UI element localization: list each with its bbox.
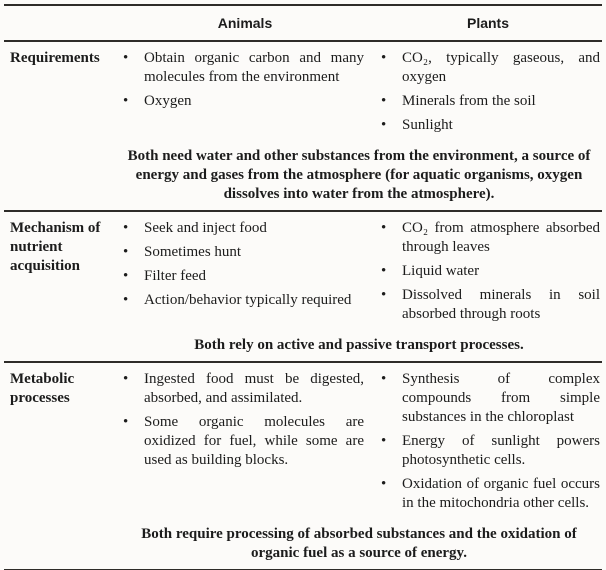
bullet-icon: • bbox=[123, 292, 129, 308]
bullet-item bbox=[116, 92, 364, 111]
bullet-text: Oxygen bbox=[144, 93, 192, 109]
bullet-icon: • bbox=[381, 287, 387, 303]
animals-cell bbox=[116, 49, 374, 140]
bullet-icon: • bbox=[381, 93, 387, 109]
plants-cell bbox=[374, 49, 602, 140]
row-note: Both rely on active and passive transport processes. bbox=[194, 337, 524, 353]
bullet-text: Oxidation of organic fuel occurs in the mitochondria other cells. bbox=[402, 476, 600, 511]
bullet-item bbox=[374, 116, 600, 135]
bullet-icon: • bbox=[123, 220, 129, 236]
table-row bbox=[4, 212, 602, 363]
bullet-item bbox=[116, 291, 364, 310]
bullet-icon: • bbox=[123, 268, 129, 284]
bullet-icon: • bbox=[381, 476, 387, 492]
bullet-text: Sunlight bbox=[402, 117, 453, 133]
row-label: Metabolic processes bbox=[10, 371, 75, 406]
bullet-icon: • bbox=[381, 263, 387, 279]
table-row bbox=[4, 363, 602, 563]
bullet-item bbox=[116, 267, 364, 286]
bullet-icon: • bbox=[381, 220, 387, 236]
bullet-icon: • bbox=[381, 371, 387, 387]
bullet-text: Dissolved minerals in soil absorbed through roots bbox=[402, 287, 600, 322]
table-row bbox=[4, 42, 602, 212]
bullet-text: Obtain organic carbon and many molecules from the environment bbox=[144, 50, 364, 85]
bullet-icon: • bbox=[123, 414, 129, 430]
bullet-item bbox=[116, 219, 364, 238]
bullet-item bbox=[116, 49, 364, 87]
column-header-animals: Animals bbox=[217, 15, 273, 31]
bullet-item bbox=[374, 370, 600, 427]
bullet-icon: • bbox=[123, 93, 129, 109]
bullet-text: CO₂, typically gaseous, and oxygen bbox=[402, 50, 600, 85]
bullet-text: Filter feed bbox=[144, 268, 207, 284]
plants-cell bbox=[374, 370, 602, 518]
bullet-text: Action/behavior typically required bbox=[144, 292, 352, 308]
row-note: Both require processing of absorbed substances and the oxidation of organic fuel as a source of energy. bbox=[141, 526, 577, 561]
bullet-item bbox=[374, 432, 600, 470]
bullet-icon: • bbox=[123, 371, 129, 387]
animals-cell bbox=[116, 370, 374, 518]
bullet-item bbox=[116, 370, 364, 408]
bullet-text: Seek and inject food bbox=[144, 220, 267, 236]
table-body bbox=[4, 42, 602, 563]
table-header-row bbox=[4, 6, 602, 40]
row-label: Requirements bbox=[10, 50, 100, 66]
bullet-item bbox=[116, 243, 364, 262]
bullet-text: Some organic molecules are oxidized for fuel, while some are used as building blocks. bbox=[144, 414, 364, 468]
bullet-item bbox=[374, 475, 600, 513]
row-label: Mechanism of nutrient acquisition bbox=[10, 220, 101, 274]
bullet-text: Liquid water bbox=[402, 263, 480, 279]
bullet-item bbox=[374, 92, 600, 111]
bullet-icon: • bbox=[123, 50, 129, 66]
bullet-text: CO₂ from atmosphere absorbed through leaves bbox=[402, 220, 600, 255]
bullet-text: Minerals from the soil bbox=[402, 93, 536, 109]
bullet-icon: • bbox=[381, 117, 387, 133]
plants-cell bbox=[374, 219, 602, 329]
bullet-text: Energy of sunlight powers photosynthetic cells. bbox=[402, 433, 600, 468]
bullet-icon: • bbox=[123, 244, 129, 260]
bullet-item bbox=[374, 219, 600, 257]
column-header-plants: Plants bbox=[466, 15, 509, 31]
row-note: Both need water and other substances from the environment, a source of energy and gases from the atmosphere (for aquatic organisms, oxygen dissolves into water from the atmosphere). bbox=[127, 148, 591, 202]
animals-cell bbox=[116, 219, 374, 329]
bullet-icon: • bbox=[381, 433, 387, 449]
bullet-item bbox=[116, 413, 364, 470]
bullet-item bbox=[374, 49, 600, 87]
bullet-text: Sometimes hunt bbox=[144, 244, 242, 260]
bullet-item bbox=[374, 286, 600, 324]
bullet-text: Synthesis of complex compounds from simple substances in the chloroplast bbox=[402, 371, 600, 425]
bullet-item bbox=[374, 262, 600, 281]
bullet-icon: • bbox=[381, 50, 387, 66]
bullet-text: Ingested food must be digested, absorbed, and assimilated. bbox=[144, 371, 364, 406]
